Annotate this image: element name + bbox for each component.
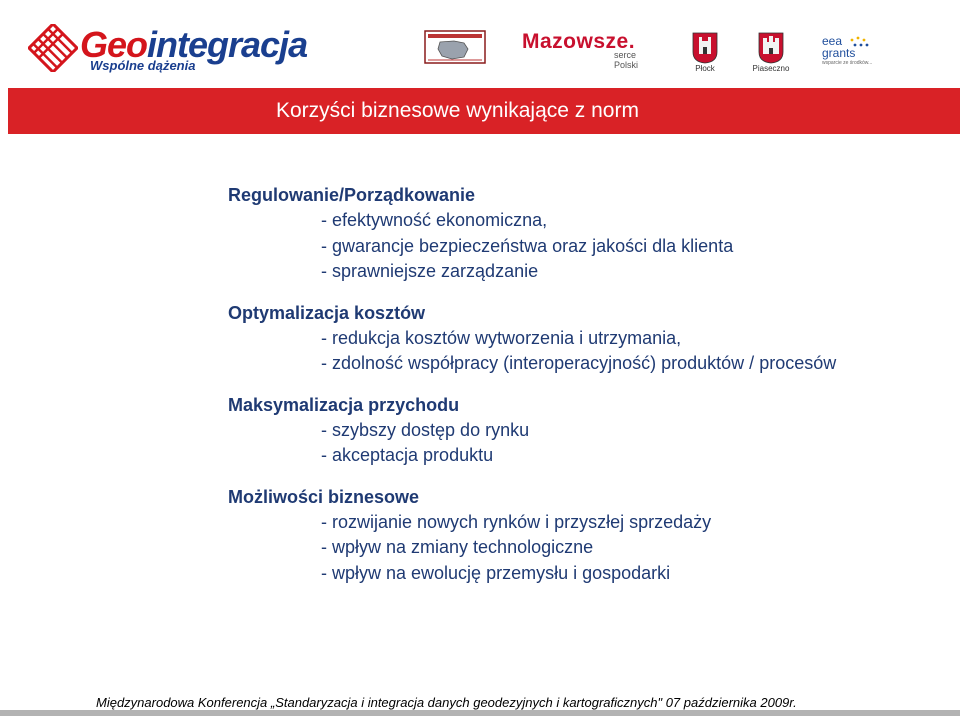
list-item: - redukcja kosztów wytworzenia i utrzymania, [321, 327, 682, 348]
section-maksymalizacja [228, 393, 948, 469]
plock-crest [692, 32, 718, 64]
footer-text: Międzynarodowa Konferencja „Standaryzacja i integracja danych geodezyjnych i kartograficznych" 07 października 2009r. [96, 695, 797, 710]
list-item: - wpływ na ewolucję przemysłu i gospodarki [321, 562, 671, 583]
eea-grants-logo [822, 34, 882, 66]
slide-title: Korzyści biznesowe wynikające z norm [276, 99, 639, 122]
mazowsze-subtitle: serce Polski [614, 50, 639, 70]
list-item: - efektywność ekonomiczna, [321, 210, 548, 230]
mazowsze-logo [522, 30, 662, 70]
title-bar-corner [0, 88, 8, 134]
title-bar [0, 88, 960, 134]
piaseczno-crest-icon [758, 32, 784, 64]
geointegracja-slogan: Wspólne dążenia [90, 58, 196, 73]
list-item: - rozwijanie nowych rynków i przyszłej sprzedaży [321, 511, 712, 532]
list-item: - zdolność współpracy (interoperacyjność) produktów / procesów [321, 353, 837, 373]
section-heading: Regulowanie/Porządkowanie [228, 185, 476, 205]
piaseczno-crest [758, 32, 784, 64]
geointegracja-logo [28, 22, 308, 74]
list-item: - akceptacja produktu [321, 445, 494, 465]
section-mozliwosci [228, 485, 948, 587]
section-regulowanie [228, 183, 948, 285]
eea-stars-icon [848, 36, 870, 56]
list-item: - szybszy dostęp do rynku [321, 419, 530, 440]
section-optymalizacja [228, 301, 948, 377]
gugik-map-icon [424, 30, 486, 64]
geointegracja-mark-icon [28, 24, 78, 72]
logo-header [0, 0, 960, 88]
eea-line1: eea [822, 34, 843, 48]
geointegracja-wordmark: Geointegracja [80, 24, 308, 65]
gugik-logo [424, 30, 486, 64]
footer-rule [0, 710, 960, 716]
section-heading: Maksymalizacja przychodu [228, 394, 460, 415]
list-item: - wpływ na zmiany technologiczne [321, 537, 594, 557]
plock-crest-icon [692, 32, 718, 64]
section-heading: Optymalizacja kosztów [228, 302, 426, 323]
list-item: - sprawniejsze zarządzanie [321, 261, 539, 281]
mazowsze-title: Mazowsze. [522, 30, 636, 53]
eea-line2: grants [822, 46, 856, 60]
plock-label: Płock [695, 64, 715, 73]
eea-tagline: wsparcie ze środków... [822, 60, 873, 66]
list-item: - gwarancje bezpieczeństwa oraz jakości dla klienta [321, 235, 734, 256]
piaseczno-label: Piaseczno [752, 64, 790, 73]
slide-footer [0, 688, 960, 716]
slide-content [228, 183, 948, 602]
section-heading: Możliwości biznesowe [228, 486, 420, 507]
